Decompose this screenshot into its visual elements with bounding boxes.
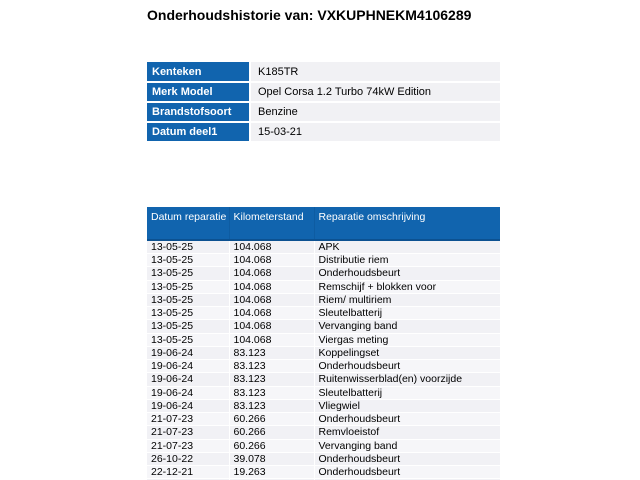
cell-date: 19-06-24 bbox=[147, 373, 229, 386]
cell-km: 60.266 bbox=[229, 413, 314, 426]
cell-desc: Vervanging band bbox=[314, 320, 500, 333]
cell-km: 83.123 bbox=[229, 399, 314, 412]
cell-desc: Onderhoudsbeurt bbox=[314, 267, 500, 280]
cell-km: 104.068 bbox=[229, 307, 314, 320]
cell-desc: Viergas meting bbox=[314, 333, 500, 346]
vehicle-info-table bbox=[147, 62, 500, 143]
table-row bbox=[147, 426, 500, 439]
info-row bbox=[147, 62, 500, 82]
cell-km: 104.068 bbox=[229, 280, 314, 293]
cell-date: 13-05-25 bbox=[147, 240, 229, 254]
table-row bbox=[147, 280, 500, 293]
cell-desc: Riem/ multiriem bbox=[314, 293, 500, 306]
cell-date: 19-06-24 bbox=[147, 386, 229, 399]
cell-desc: Ruitenwisserblad(en) voorzijde bbox=[314, 373, 500, 386]
vehicle-info-table-body bbox=[147, 62, 500, 142]
table-row bbox=[147, 346, 500, 359]
info-row bbox=[147, 82, 500, 102]
table-row bbox=[147, 293, 500, 306]
cell-km: 60.266 bbox=[229, 439, 314, 452]
cell-desc: Distributie riem bbox=[314, 254, 500, 267]
cell-date: 26-10-22 bbox=[147, 452, 229, 465]
maintenance-history-table bbox=[147, 207, 500, 480]
cell-date: 19-06-24 bbox=[147, 346, 229, 359]
cell-desc: Onderhoudsbeurt bbox=[314, 452, 500, 465]
cell-date: 13-05-25 bbox=[147, 320, 229, 333]
info-value: Opel Corsa 1.2 Turbo 74kW Edition bbox=[250, 82, 500, 102]
cell-km: 39.078 bbox=[229, 452, 314, 465]
table-row bbox=[147, 254, 500, 267]
cell-km: 104.068 bbox=[229, 333, 314, 346]
table-row bbox=[147, 452, 500, 465]
cell-date: 13-05-25 bbox=[147, 293, 229, 306]
info-row bbox=[147, 102, 500, 122]
table-row bbox=[147, 240, 500, 254]
header-row bbox=[147, 207, 500, 240]
cell-desc: Onderhoudsbeurt bbox=[314, 360, 500, 373]
cell-desc: Vervanging band bbox=[314, 439, 500, 452]
cell-km: 83.123 bbox=[229, 386, 314, 399]
cell-km: 104.068 bbox=[229, 267, 314, 280]
maintenance-history-body bbox=[147, 240, 500, 480]
cell-desc: Sleutelbatterij bbox=[314, 386, 500, 399]
cell-date: 13-05-25 bbox=[147, 280, 229, 293]
cell-desc: Onderhoudsbeurt bbox=[314, 466, 500, 479]
table-row bbox=[147, 373, 500, 386]
cell-km: 83.123 bbox=[229, 360, 314, 373]
column-header-reparatie-omschrijving: Reparatie omschrijving bbox=[314, 207, 500, 240]
cell-desc: Remvloeistof bbox=[314, 426, 500, 439]
table-row bbox=[147, 333, 500, 346]
info-value: K185TR bbox=[250, 62, 500, 82]
maintenance-history-header bbox=[147, 207, 500, 240]
info-value: 15-03-21 bbox=[250, 122, 500, 142]
cell-date: 13-05-25 bbox=[147, 267, 229, 280]
table-row bbox=[147, 413, 500, 426]
cell-desc: Koppelingset bbox=[314, 346, 500, 359]
table-row bbox=[147, 360, 500, 373]
info-label: Merk Model bbox=[147, 82, 250, 102]
cell-date: 21-07-23 bbox=[147, 426, 229, 439]
cell-km: 83.123 bbox=[229, 373, 314, 386]
table-row bbox=[147, 307, 500, 320]
info-label: Kenteken bbox=[147, 62, 250, 82]
cell-date: 19-06-24 bbox=[147, 360, 229, 373]
cell-km: 104.068 bbox=[229, 254, 314, 267]
cell-desc: APK bbox=[314, 240, 500, 254]
cell-desc: Remschijf + blokken voor bbox=[314, 280, 500, 293]
info-row bbox=[147, 122, 500, 142]
table-row bbox=[147, 386, 500, 399]
info-label: Brandstofsoort bbox=[147, 102, 250, 122]
cell-desc: Vliegwiel bbox=[314, 399, 500, 412]
table-row bbox=[147, 320, 500, 333]
cell-date: 13-05-25 bbox=[147, 307, 229, 320]
cell-km: 104.068 bbox=[229, 320, 314, 333]
cell-date: 13-05-25 bbox=[147, 333, 229, 346]
cell-date: 13-05-25 bbox=[147, 254, 229, 267]
info-label: Datum deel1 bbox=[147, 122, 250, 142]
info-value: Benzine bbox=[250, 102, 500, 122]
cell-desc: Onderhoudsbeurt bbox=[314, 413, 500, 426]
column-header-datum-reparatie: Datum reparatie bbox=[147, 207, 229, 240]
cell-date: 21-07-23 bbox=[147, 439, 229, 452]
cell-date: 19-06-24 bbox=[147, 399, 229, 412]
cell-desc: Sleutelbatterij bbox=[314, 307, 500, 320]
cell-km: 104.068 bbox=[229, 240, 314, 254]
cell-km: 83.123 bbox=[229, 346, 314, 359]
page-title: Onderhoudshistorie van: VXKUPHNEKM4106289 bbox=[147, 7, 472, 23]
table-row bbox=[147, 466, 500, 479]
cell-date: 21-07-23 bbox=[147, 413, 229, 426]
column-header-kilometerstand: Kilometerstand bbox=[229, 207, 314, 240]
table-row bbox=[147, 439, 500, 452]
cell-km: 19.263 bbox=[229, 466, 314, 479]
cell-km: 104.068 bbox=[229, 293, 314, 306]
cell-date: 22-12-21 bbox=[147, 466, 229, 479]
table-row bbox=[147, 399, 500, 412]
cell-km: 60.266 bbox=[229, 426, 314, 439]
table-row bbox=[147, 267, 500, 280]
